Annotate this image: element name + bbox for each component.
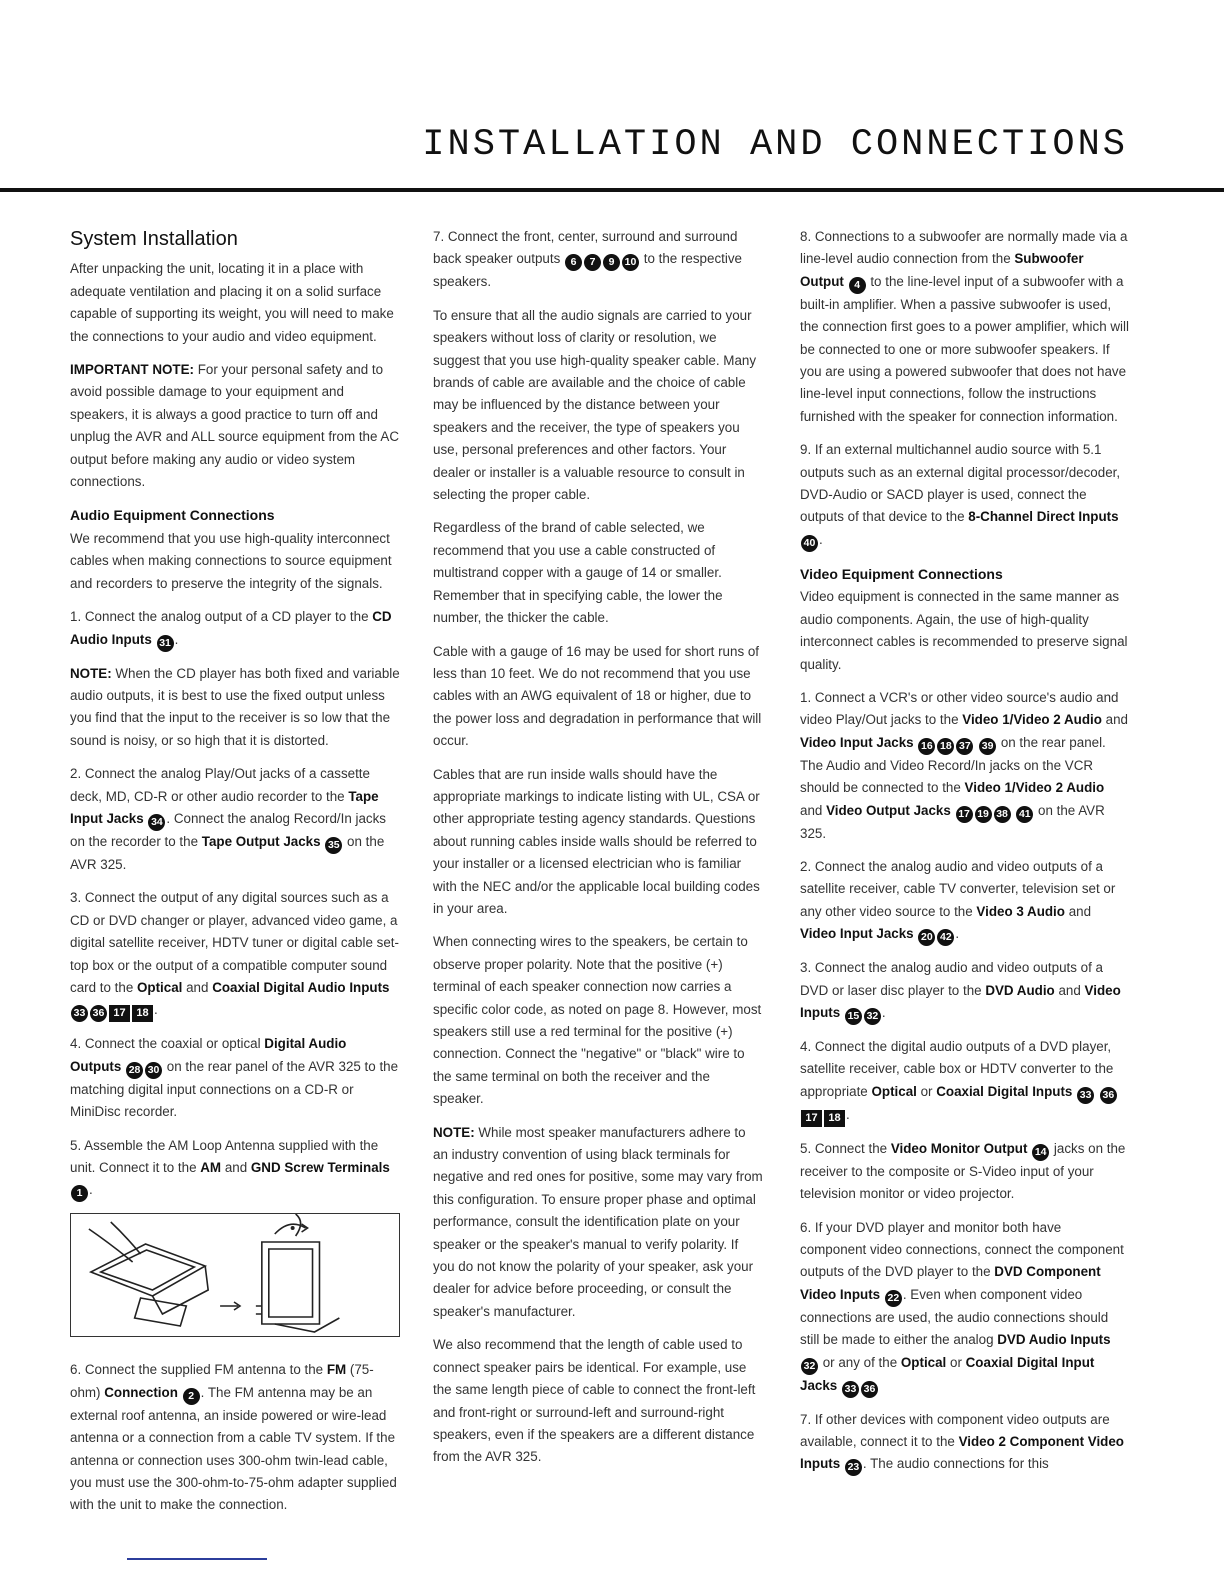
step-term: Tape Input Jacks — [70, 788, 379, 826]
callout-number: 1 — [71, 1185, 88, 1202]
step-text: and — [1054, 982, 1085, 998]
step-term: Coaxial Digital Input Jacks — [800, 1354, 1095, 1393]
callout-number: 40 — [801, 535, 818, 552]
step-6 — [70, 1359, 400, 1516]
callout-number: 41 — [1016, 806, 1033, 823]
callout-number: 18 — [937, 738, 954, 755]
callout-number: 28 — [126, 1062, 143, 1079]
antenna-drawing — [71, 1214, 399, 1336]
note-label: IMPORTANT NOTE: — [70, 362, 194, 378]
step-term: Video 1/Video 2 Audio — [964, 780, 1105, 796]
step-term: GND Screw Terminals — [250, 1160, 390, 1175]
step-text: on the AVR 325. — [800, 802, 1105, 841]
callout-number: 38 — [994, 806, 1011, 823]
video-step-2: 2. Connect the analog audio and video outputs of a satellite receiver, cable TV converter, television set or any other video source to the Video 3 Audio and Video Input Jacks 20 42 . — [800, 856, 1130, 946]
callout-number: 9 — [603, 254, 620, 271]
callout-number: 6 — [565, 254, 582, 271]
step-text: 4. Connect the coaxial or optical — [70, 1036, 265, 1052]
step-text: 5. Assemble the AM Loop Antenna supplied with the unit. Connect it to the — [70, 1137, 379, 1175]
paragraph: To ensure that all the audio signals are carried to your speakers without loss of clarity or resolution, we suggest that you use high-quality speaker cable. Many brands of cable are available and the choice of cable may be influenced by the distance between your speakers and the receiver, the type of speakers you use, personal preferences and other factors. Your dealer or installer is a valuable resource to consult in selecting the proper cable. — [433, 307, 757, 503]
note-label: NOTE: — [433, 1124, 475, 1140]
step-text: 3. Connect the output of any digital sources such as a CD or DVD changer or player, advanced video game, a digital satellite receiver, HDTV tuner or digital cable set-top box or the output of a compatible computer sound card to the — [70, 890, 399, 995]
note-text: When the CD player has both fixed and variable audio outputs, it is best to use the fixed output unless you find that the input to the receiver is so low that the sound is noisy, or so high that it is distorted. — [70, 665, 400, 748]
step-term: DVD Audio Inputs — [997, 1332, 1111, 1348]
column-2 — [433, 226, 763, 1480]
step-text: and — [182, 979, 213, 995]
step-term: Digital Audio Outputs — [70, 1036, 347, 1074]
paragraph: When connecting wires to the speakers, be certain to observe proper polarity. Note that the positive (+) terminal of each speaker connection now carries a specific color code, as noted on page 8. However, most speakers still use a red terminal for the positive (+) connection. Connect the "negative" or "black" wire to the same terminal on both the receiver and the speaker. — [433, 934, 762, 1107]
step-term: Video Inputs — [800, 982, 1121, 1020]
step-term: Video Input Jacks — [800, 734, 914, 750]
step-3: 3. Connect the output of any digital sources such as a CD or DVD changer or player, advanced video game, a digital satellite receiver, HDTV tuner or digital cable set-top box or the output of a compatible computer sound card to the Optical and Coaxial Digital Audio Inputs 33 36 17 18 . — [70, 887, 400, 1022]
step-text: 9. If an external multichannel audio source with 5.1 outputs such as an external digital processor/decoder, DVD-Audio or SACD player is used, connect the outputs of that device to the — [800, 442, 1121, 525]
subheading: Audio Equipment Connections — [70, 507, 275, 524]
step-term: Coaxial Digital Inputs — [936, 1083, 1073, 1099]
step-term: Optical — [871, 1083, 917, 1099]
step-text: (75-ohm) — [70, 1362, 374, 1400]
step-term: Video Input Jacks — [800, 926, 914, 942]
step-2 — [70, 763, 400, 876]
step-text: . Even when component video connections are used, the audio connections should still be made to either the analog — [800, 1286, 1109, 1348]
video-step-6 — [800, 1217, 1130, 1398]
callout-number: 36 — [861, 1381, 878, 1398]
step-text: to the respective speakers. — [433, 251, 742, 290]
step-term: 8-Channel Direct Inputs — [968, 509, 1119, 525]
step-term: DVD Component Video Inputs — [800, 1264, 1101, 1302]
callout-number: 33 — [842, 1381, 859, 1398]
callout-number: 20 — [918, 929, 935, 946]
callout-number: 15 — [845, 1008, 862, 1025]
step-text: or — [946, 1354, 966, 1370]
step-text: and — [1064, 903, 1092, 919]
step-1: 1. Connect the analog output of a CD player to the CD Audio Inputs 31 . — [70, 606, 400, 651]
step-text: jacks on the receiver to the composite or S-Video input of your television monitor or video projector. — [800, 1140, 1126, 1202]
am-loop-antenna-illustration — [70, 1213, 400, 1337]
step-text: 4. Connect the digital audio outputs of a DVD player, satellite receiver, cable box or HDTV converter to the appropriate — [800, 1038, 1114, 1099]
paragraph: We recommend that you use high-quality interconnect cables when making connections to source equipment and recorders to preserve the integrity of the signals. — [70, 530, 392, 591]
step-text: 1. Connect a VCR's or other video source's audio and video Play/Out jacks to the — [800, 689, 1119, 728]
callout-number: 35 — [325, 837, 342, 854]
step-text: on the rear panel of the AVR 325 to the matching digital input connections on a CD-R or MiniDisc recorder. — [70, 1058, 399, 1120]
step-text: to the line-level input of a subwoofer with a built-in amplifier. When a passive subwoofer is used, the connection first goes to a power amplifier, which will be connected to one or more subwoofer speakers. If you are using a powered subwoofer that does not have line-level input connections, follow the instructions furnished with the speaker for connection information. — [800, 273, 1129, 424]
callout-number: 16 — [918, 738, 935, 755]
note-text: While most speaker manufacturers adhere to an industry convention of using black terminals for negative and red ones for positive, some may vary from this configuration. To ensure proper phase and optimal performance, consult the identification plate on your speaker or the speaker's manual to verify polarity. If you do not know the polarity of your speaker, ask your dealer for advice before proceeding, or consult the speaker's manufacturer. — [433, 1124, 763, 1319]
step-4 — [70, 1033, 400, 1123]
video-step-3: 3. Connect the analog audio and video outputs of a DVD or laser disc player to the DVD Audio and Video Inputs 15 32 . — [800, 957, 1130, 1025]
step-term: Connection — [104, 1384, 178, 1400]
paragraph: Cables that are run inside walls should have the appropriate markings to indicate listing with UL, CSA or other appropriate testing agency standards. Questions about running cables inside walls should be referred to your installer or a licensed electrician who is familiar with the NEC and/or the applicable local building codes in your area. — [433, 766, 760, 916]
step-term: Video 1/Video 2 Audio — [962, 712, 1102, 728]
step-7 — [433, 226, 763, 294]
step-text: . Connect the analog Record/In jacks on the recorder to the — [70, 810, 387, 849]
step-text: on the rear panel. The Audio and Video Record/In jacks on the VCR should be connected to the — [800, 734, 1106, 796]
step-text: 7. If other devices with component video outputs are available, connect it to the — [800, 1411, 1110, 1450]
step-term: DVD Audio — [985, 982, 1055, 998]
callout-number: 33 — [71, 1005, 88, 1022]
paragraph: Video equipment is connected in the same manner as audio components. Again, the use of high-quality interconnect cables is recommended to preserve signal quality. — [800, 589, 1128, 672]
note-text: For your personal safety and to avoid possible damage to your equipment and speakers, it is always a good practice to turn off and unplug the AVR and ALL source equipment from the AC output before making any audio or video system connections. — [70, 362, 400, 490]
step-text: 5. Connect the — [800, 1140, 891, 1156]
step-term: AM — [200, 1160, 222, 1175]
step-text: 6. Connect the supplied FM antenna to the — [70, 1362, 327, 1378]
footer-accent-line — [127, 1558, 267, 1560]
step-text: and — [221, 1160, 251, 1175]
step-term: CD Audio Inputs — [70, 609, 392, 647]
step-text: 2. Connect the analog Play/Out jacks of a cassette deck, MD, CD-R or other audio recorder to the — [70, 766, 370, 804]
callout-number: 19 — [975, 806, 992, 823]
step-text: or — [916, 1083, 937, 1099]
callout-number: 37 — [956, 738, 973, 755]
step-term: Video Output Jacks — [826, 802, 951, 818]
note-label: NOTE: — [70, 665, 112, 681]
step-text: 6. If your DVD player and monitor both have component video connections, connect the component outputs of the DVD player to the — [800, 1219, 1124, 1280]
section-heading: System Installation — [70, 228, 238, 250]
step-term: Tape Output Jacks — [201, 833, 321, 849]
video-step-1 — [800, 687, 1130, 845]
step-term: Subwoofer Output — [800, 251, 1084, 289]
step-term: Video Monitor Output — [890, 1140, 1028, 1156]
step-9: 9. If an external multichannel audio source with 5.1 outputs such as an external digital processor/decoder, DVD-Audio or SACD player is used, connect the outputs of that device to the 8-Channel Direct Inputs 40 . — [800, 439, 1130, 552]
step-term: Video 2 Component Video Inputs — [800, 1434, 1124, 1472]
step-term: Coaxial Digital Audio Inputs — [212, 979, 390, 995]
step-5: 5. Assemble the AM Loop Antenna supplied with the unit. Connect it to the AM and GND Screw Terminals 1 . — [70, 1135, 400, 1203]
callout-number: 34 — [148, 814, 165, 831]
step-text: . The FM antenna may be an external roof antenna, an inside powered or wire-lead antenna or a connection from a cable TV system. If the antenna or connection uses 300-ohm twin-lead cable, you must use the 300-ohm-to-75-ohm adapter supplied with the unit to make the connection. — [70, 1384, 397, 1513]
callout-number: 10 — [622, 254, 639, 271]
video-step-7 — [800, 1409, 1130, 1477]
callout-number: 17 — [956, 806, 973, 823]
callout-number: 36 — [1100, 1087, 1117, 1104]
callout-number: 32 — [801, 1358, 818, 1375]
callout-number: 36 — [90, 1005, 107, 1022]
column-3 — [800, 226, 1130, 1487]
subheading: Video Equipment Connections — [800, 565, 1003, 582]
step-text: or any of the — [819, 1354, 901, 1370]
paragraph: We also recommend that the length of cable used to connect speaker pairs be identical. For example, use the same length piece of cable to connect the front-left and front-right or surround-left and surround-right speakers, even if the speakers are a different distance from the AVR 325. — [433, 1337, 756, 1465]
column-1 — [70, 226, 400, 1528]
step-term: Optical — [137, 979, 183, 995]
step-term: Video 3 Audio — [976, 903, 1065, 919]
callout-square: 18 — [132, 1005, 153, 1022]
note — [433, 1122, 763, 1324]
video-step-4: 4. Connect the digital audio outputs of a DVD player, satellite receiver, cable box or HDTV converter to the appropriate Optical or Coaxial Digital Inputs 33 3617 18 . — [800, 1036, 1130, 1127]
step-term: Optical — [900, 1354, 947, 1370]
important-note — [70, 359, 400, 493]
video-step-5 — [800, 1138, 1130, 1206]
step-text: 3. Connect the analog audio and video outputs of a DVD or laser disc player to the — [800, 960, 1104, 998]
paragraph: Regardless of the brand of cable selected, we recommend that you use a cable constructed of multistrand copper with a gauge of 14 or smaller. Remember that in specifying cable, the lower the number, the thicker the cable. — [433, 520, 723, 626]
step-text: on the AVR 325. — [70, 833, 385, 872]
paragraph: Cable with a gauge of 16 may be used for short runs of less than 10 feet. We do not recommend that you use cables with an AWG equivalent of 18 or higher, due to the power loss and degradation in performance that will occur. — [433, 643, 762, 749]
step-text: . The audio connections for this — [862, 1456, 1049, 1472]
callout-number: 4 — [849, 277, 866, 294]
callout-number: 30 — [145, 1062, 162, 1079]
callout-square: 17 — [801, 1110, 822, 1127]
callout-number: 7 — [584, 254, 601, 271]
callout-number: 39 — [979, 738, 996, 755]
step-text: 8. Connections to a subwoofer are normally made via a line-level audio connection from the — [800, 229, 1128, 267]
callout-square: 18 — [824, 1110, 845, 1127]
page-title: INSTALLATION AND CONNECTIONS — [422, 124, 1128, 166]
step-text: 1. Connect the analog output of a CD player to the — [70, 609, 373, 625]
step-text: and — [800, 802, 827, 818]
step-text: 7. Connect the front, center, surround and surround back speaker outputs — [433, 229, 738, 267]
header-rule — [0, 188, 1224, 192]
callout-number: 33 — [1077, 1087, 1094, 1104]
step-text: and — [1101, 712, 1128, 728]
callout-number: 23 — [845, 1459, 862, 1476]
note — [70, 663, 400, 753]
callout-number: 2 — [183, 1388, 200, 1405]
step-term: FM — [326, 1362, 347, 1378]
callout-number: 42 — [937, 929, 954, 946]
callout-number: 14 — [1032, 1144, 1049, 1161]
callout-number: 32 — [864, 1008, 881, 1025]
callout-number: 31 — [157, 635, 174, 652]
callout-square: 17 — [109, 1005, 130, 1022]
paragraph: After unpacking the unit, locating it in a place with adequate ventilation and placing it on a solid surface capable of supporting its weight, you will need to make the connections to your audio and video equipment. — [70, 261, 394, 344]
callout-number: 22 — [885, 1290, 902, 1307]
step-text: 2. Connect the analog audio and video outputs of a satellite receiver, cable TV converter, television set or any other video source to the — [800, 858, 1116, 919]
step-8 — [800, 226, 1130, 428]
